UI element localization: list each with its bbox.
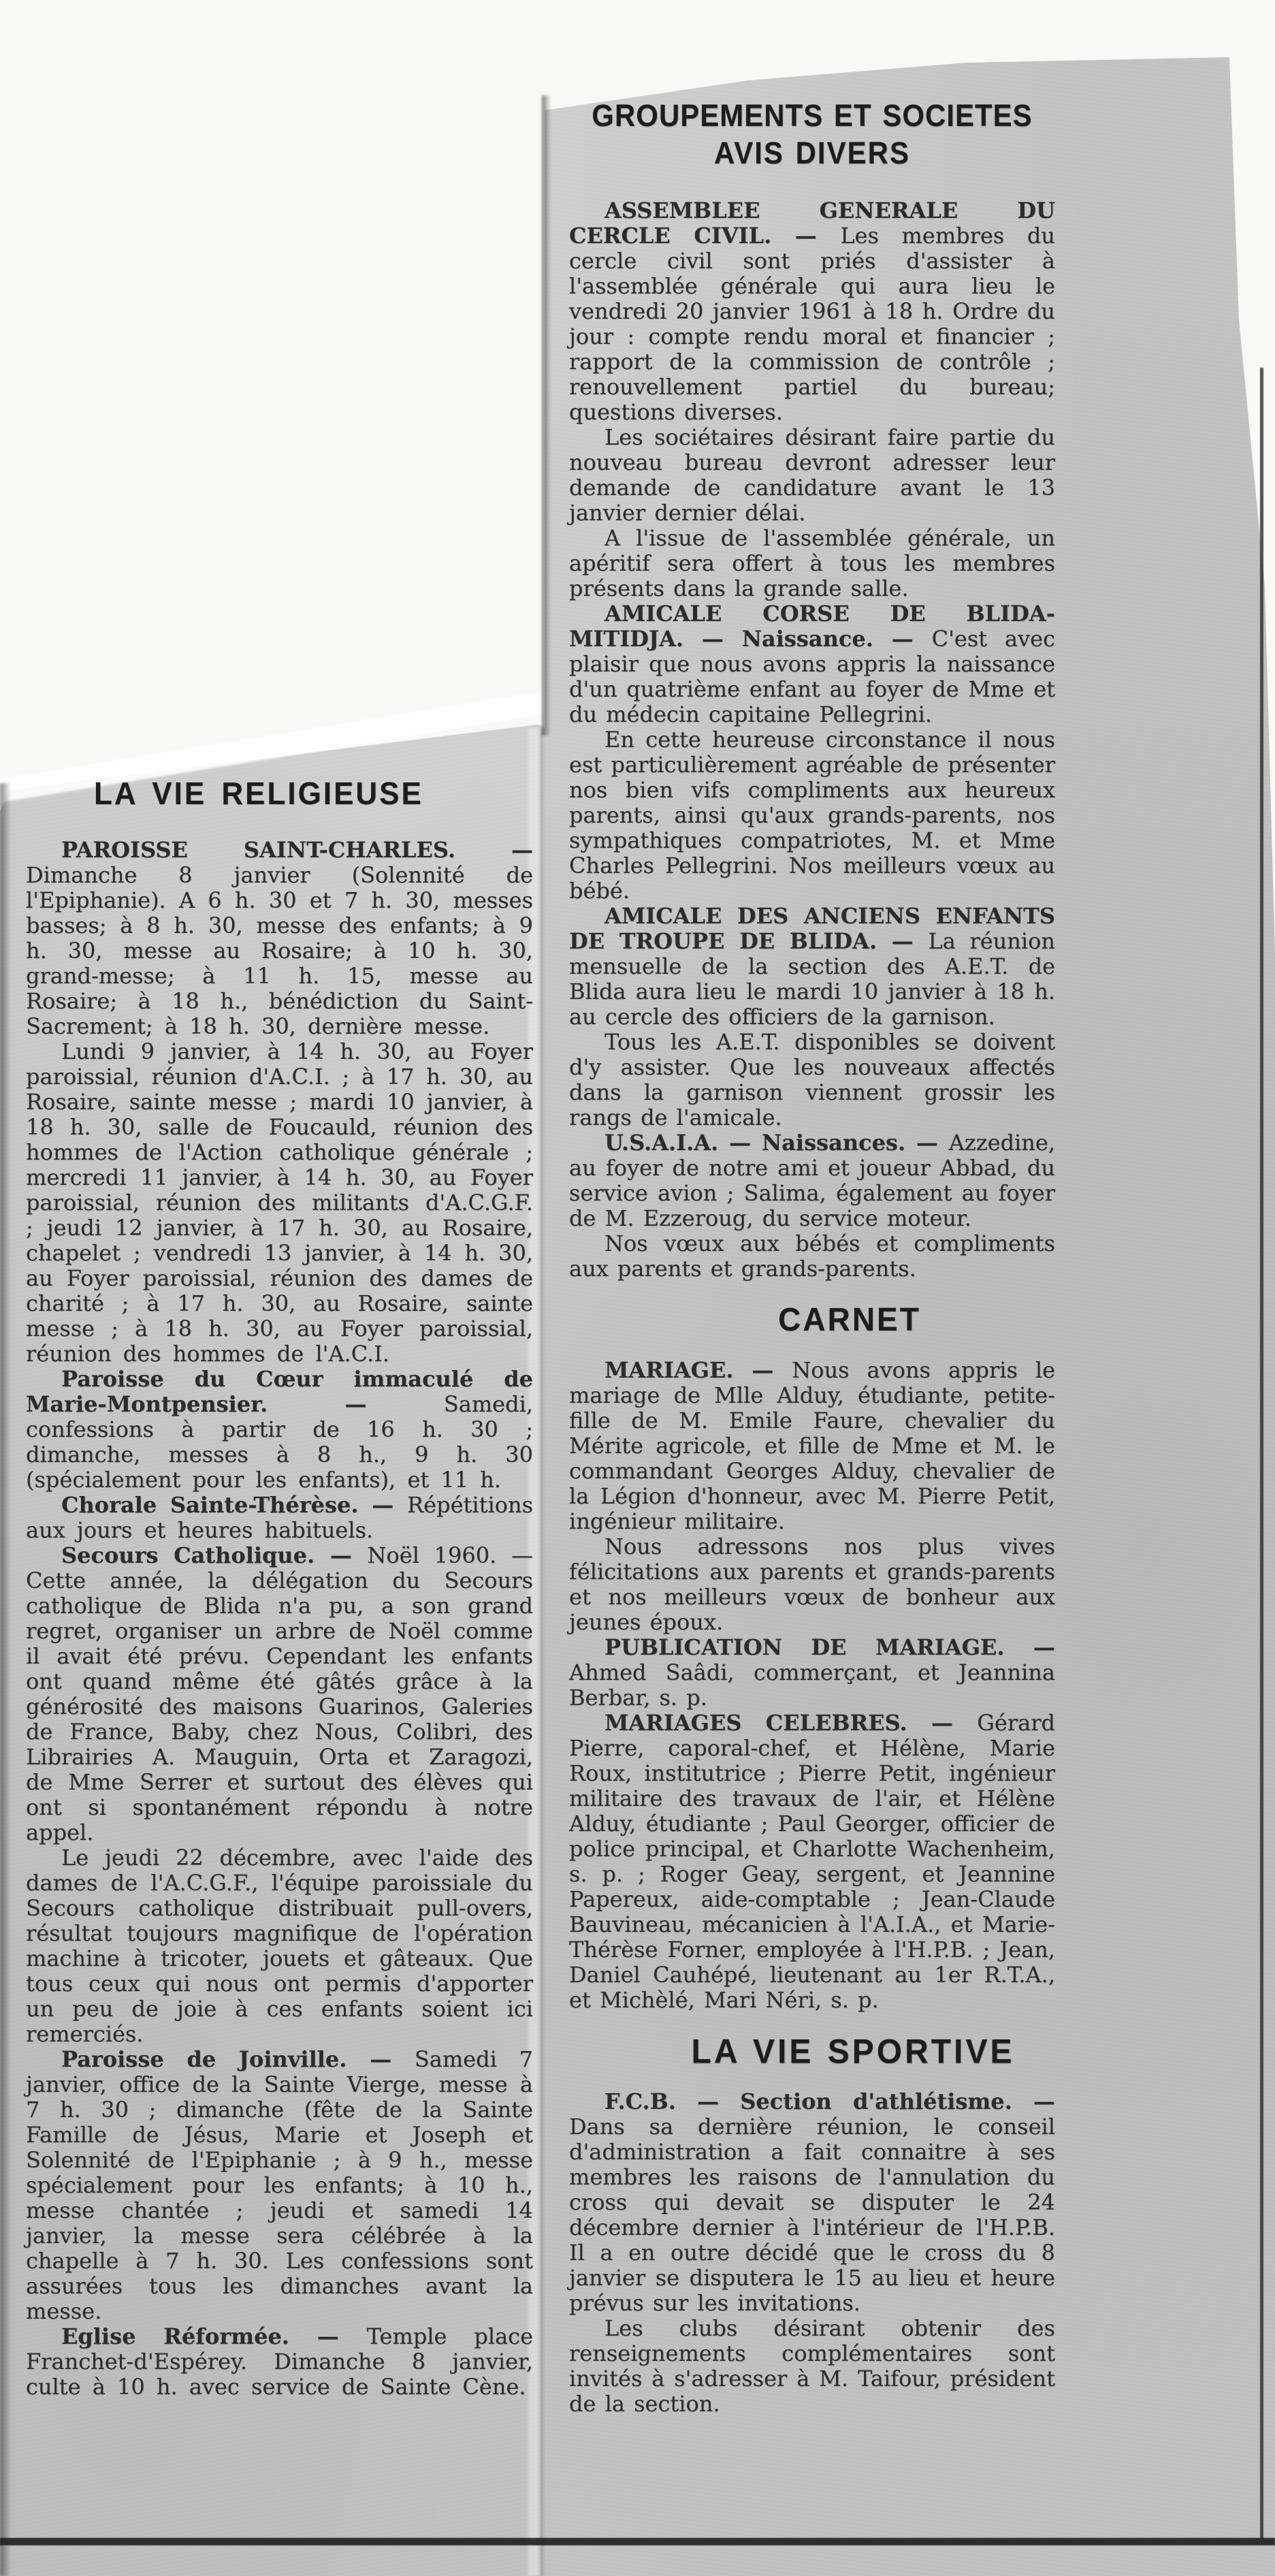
column-groupements bbox=[569, 97, 1055, 2417]
article-lead: Paroisse du Cœur immaculé de Marie-Montpensier. — bbox=[26, 1366, 533, 1417]
article-paragraph bbox=[26, 1039, 533, 1367]
article-text: Nos vœux aux bébés et compliments aux parents et grands-parents. bbox=[569, 1230, 1055, 1282]
article-paragraph bbox=[569, 1030, 1055, 1130]
article-paragraph bbox=[26, 1543, 533, 1845]
section-title-carnet: CARNET bbox=[778, 1300, 921, 1338]
article-lead: Paroisse de Joinville. — bbox=[61, 2046, 415, 2072]
article-text: Noël 1960. — Cette année, la délégation du Secours catholique de Blida n'a pu, a son grand regret, organiser un arbre de Noël comme il avait été prévu. Cependant les enfants ont quand même été gâtés grâce à la générosité des maisons Guarinos, Galeries de France, Baby, chez Nous, Colibri, des Librairies A. Mauguin, Orta et Zaragozi, de Mme Serrer et surtout des élèves qui ont si spontanément répondu à notre appel. bbox=[26, 1542, 534, 1845]
article-lead: AMICALE DES ANCIENS ENFANTS DE TROUPE DE BLIDA. — bbox=[569, 903, 1055, 954]
article-text: Dans sa dernière réunion, le conseil d'administration a fait connaitre à ses membres les raisons de l'annulation du cross qui devait se disputer le 24 décembre dernier à l'intérieur de l'H.P.B. Il a en outre décidé que le cross du 8 janvier se disputera le 15 au lieu et heure prévus sur les invitations. bbox=[569, 2114, 1055, 2316]
article-text: Dimanche 8 janvier (Solennité de l'Epiphanie). A 6 h. 30 et 7 h. 30, messes basses; à 8 h. 30, messe des enfants; à 9 h. 30, messe au Rosaire; à 10 h. 30, grand-messe; à 11 h. 15, messe au Rosaire; à 18 h., bénédiction du Saint-Sacrement; à 18 h. 30, dernière messe. bbox=[26, 862, 533, 1039]
article-paragraph bbox=[569, 601, 1055, 727]
article-text: Tous les A.E.T. disponibles se doivent d'y assister. Que les nouveaux affectés dans la garnison viennent grossir les rangs de l'amicale. bbox=[569, 1029, 1055, 1130]
article-paragraph bbox=[569, 526, 1055, 601]
article-text: Samedi, confessions à partir de 16 h. 30 ; dimanche, messes à 8 h., 9 h. 30 (spécialement pour les enfants), et 11 h. bbox=[26, 1391, 533, 1493]
right-column-vertical-rule bbox=[1260, 368, 1263, 2540]
article-paragraph bbox=[569, 1711, 1055, 2013]
article-paragraph bbox=[569, 1635, 1055, 1711]
section-title-groupements-line1: GROUPEMENTS ET SOCIETES bbox=[592, 98, 1033, 133]
scan-left-edge-shadow bbox=[0, 783, 11, 2576]
article-paragraph bbox=[569, 198, 1055, 425]
article-paragraph bbox=[569, 1231, 1055, 1282]
section-title-groupements-line2: AVIS DIVERS bbox=[714, 136, 910, 170]
article-lead: MARIAGES CELEBRES. — bbox=[604, 1710, 978, 1736]
article-paragraph bbox=[569, 1358, 1055, 1534]
article-paragraph bbox=[569, 1534, 1055, 1635]
article-text: Le jeudi 22 décembre, avec l'aide des dames de l'A.C.G.F., l'équipe paroissiale du Secours catholique distribuait pull-overs, résultat toujours magnifique de l'opération machine à tricoter, jouets et gâteaux. Que tous ceux qui nous ont permis d'apporter un peu de joie à ces enfants soient ici remerciés. bbox=[26, 1845, 533, 2047]
article-paragraph bbox=[569, 2316, 1055, 2417]
article-text: Les membres du cercle civil sont priés d'assister à l'assemblée générale qui aura lieu le vendredi 20 janvier 1961 à 18 h. Ordre du jour : compte rendu moral et financier ; rapport de la commission de contrôle ; renouvellement partiel du bureau; questions diverses. bbox=[569, 223, 1056, 425]
article-lead: Secours Catholique. — bbox=[61, 1542, 368, 1568]
article-text: La réunion mensuelle de la section des A.E.T. de Blida aura lieu le mardi 10 janvier à 18 h. au cercle des officiers de la garnison. bbox=[569, 928, 1056, 1030]
article-text: Répétitions aux jours et heures habituels. bbox=[26, 1492, 533, 1543]
clipping-left-edge-shadow bbox=[542, 95, 551, 735]
article-text: A l'issue de l'assemblée générale, un apéritif sera offert à tous les membres présents dans la grande salle. bbox=[569, 525, 1055, 601]
article-text: Nous adressons nos plus vives félicitations aux parents et grands-parents et nos meilleurs vœux de bonheur aux jeunes époux. bbox=[569, 1533, 1055, 1635]
article-paragraph bbox=[26, 2324, 533, 2400]
article-text: Azzedine, au foyer de notre ami et joueur Abbad, du service avion ; Salima, également au foyer de M. Ezzeroug, du service moteur. bbox=[569, 1130, 1055, 1231]
section-title-vie-sportive: LA VIE SPORTIVE bbox=[691, 2033, 1015, 2071]
article-paragraph bbox=[26, 2047, 533, 2324]
article-text: C'est avec plaisir que nous avons appris la naissance d'un quatrième enfant au foyer de Mme et du médecin capitaine Pellegrini. bbox=[569, 626, 1056, 727]
article-text: Nous avons appris le mariage de Mlle Alduy, étudiante, petite-fille de M. Emile Faure, chevalier du Mérite agricole, et fille de Mme et M. le commandant Georges Alduy, chevalier de la Légion d'honneur, avec M. Pierre Petit, ingénieur militaire. bbox=[569, 1357, 1056, 1534]
section-title-vie-religieuse: LA VIE RELIGIEUSE bbox=[94, 776, 423, 812]
article-paragraph bbox=[26, 1845, 533, 2047]
article-lead: F.C.B. — Section d'athlétisme. — bbox=[604, 2088, 1055, 2114]
article-text: Les sociétaires désirant faire partie du nouveau bureau devront adresser leur demande de candidature avant le 13 janvier dernier délai. bbox=[569, 424, 1055, 526]
article-text: Temple place Franchet-d'Espérey. Dimanche 8 janvier, culte à 10 h. avec service de Sainte Cène. bbox=[26, 2323, 534, 2400]
article-lead: Chorale Sainte-Thérèse. — bbox=[61, 1492, 408, 1518]
clipping-seam-shadow bbox=[540, 729, 545, 2576]
article-paragraph bbox=[569, 904, 1055, 1030]
article-lead: AMICALE CORSE DE BLIDA-MITIDJA. — Naissance. — bbox=[569, 601, 1055, 652]
article-text: En cette heureuse circonstance il nous est particulièrement agréable de présenter nos bien vifs compliments aux heureux parents, ainsi qu'aux grands-parents, nos sympathiques compatriotes, M. et Mme Charles Pellegrini. Nos meilleurs vœux au bébé. bbox=[569, 727, 1055, 904]
article-text: Samedi 7 janvier, office de la Sainte Vierge, messe à 7 h. 30 ; dimanche (fête de la Sainte Famille de Jésus, Marie et Joseph et Solennité de l'Epiphanie ; à 9 h., messe spécialement pour les enfants; à 10 h., messe chantée ; jeudi et samedi 14 janvier, la messe sera célébrée à la chapelle à 7 h. 30. Les confessions sont assurées tous les dimanches avant la messe. bbox=[26, 2046, 534, 2324]
article-paragraph bbox=[26, 838, 533, 1039]
article-paragraph bbox=[569, 2089, 1055, 2316]
article-lead: MARIAGE. — bbox=[604, 1357, 792, 1383]
article-text: Lundi 9 janvier, à 14 h. 30, au Foyer paroissial, réunion d'A.C.I. ; à 17 h. 30, au Rosaire, sainte messe ; mardi 10 janvier, à 18 h. 30, salle de Foucauld, réunion des hommes de l'Action catholique générale ; mercredi 11 janvier, à 14 h. 30, au Foyer paroissial, réunion des militants d'A.C.G.F. ; jeudi 12 janvier, à 17 h. 30, au Rosaire, chapelet ; vendredi 13 janvier, à 14 h. 30, au Foyer paroissial, réunion des dames de charité ; à 17 h. 30, au Rosaire, sainte messe ; à 18 h. 30, au Foyer paroissial, réunion des hommes de l'A.C.I. bbox=[26, 1038, 533, 1367]
article-text: Ahmed Saâdi, commerçant, et Jeannina Berbar, s. p. bbox=[569, 1659, 1055, 1711]
article-lead: Eglise Réformée. — bbox=[61, 2323, 367, 2349]
article-paragraph bbox=[569, 425, 1055, 526]
article-lead: ASSEMBLEE GENERALE DU CERCLE CIVIL. — bbox=[569, 197, 1055, 249]
article-paragraph bbox=[26, 1493, 533, 1543]
article-paragraph bbox=[569, 727, 1055, 904]
article-lead: U.S.A.I.A. — Naissances. — bbox=[604, 1130, 949, 1156]
column-vie-religieuse bbox=[26, 776, 533, 2400]
article-text: Gérard Pierre, caporal-chef, et Hélène, Marie Roux, institutrice ; Pierre Petit, ingénieur militaire des travaux de l'air, et Hélène Alduy, étudiante ; Paul Georger, officier de police principal, et Charlotte Wachenheim, s. p. ; Roger Geay, sergent, et Jeannine Papereux, aide-comptable ; Jean-Claude Bauvineau, mécanicien à l'A.I.A., et Marie-Thérèse Forner, employée à l'H.P.B. ; Jean, Daniel Cauhépé, lieutenant au 1er R.T.A., et Michèlé, Mari Néri, s. p. bbox=[569, 1710, 1055, 2013]
article-lead: PAROISSE SAINT-CHARLES. — bbox=[61, 837, 533, 863]
bottom-horizontal-rule bbox=[0, 2538, 1275, 2545]
article-paragraph bbox=[26, 1367, 533, 1493]
article-lead: PUBLICATION DE MARIAGE. — bbox=[604, 1634, 1055, 1660]
article-paragraph bbox=[569, 1130, 1055, 1231]
article-text: Les clubs désirant obtenir des renseignements complémentaires sont invités à s'adresser à M. Taifour, président de la section. bbox=[569, 2315, 1055, 2417]
